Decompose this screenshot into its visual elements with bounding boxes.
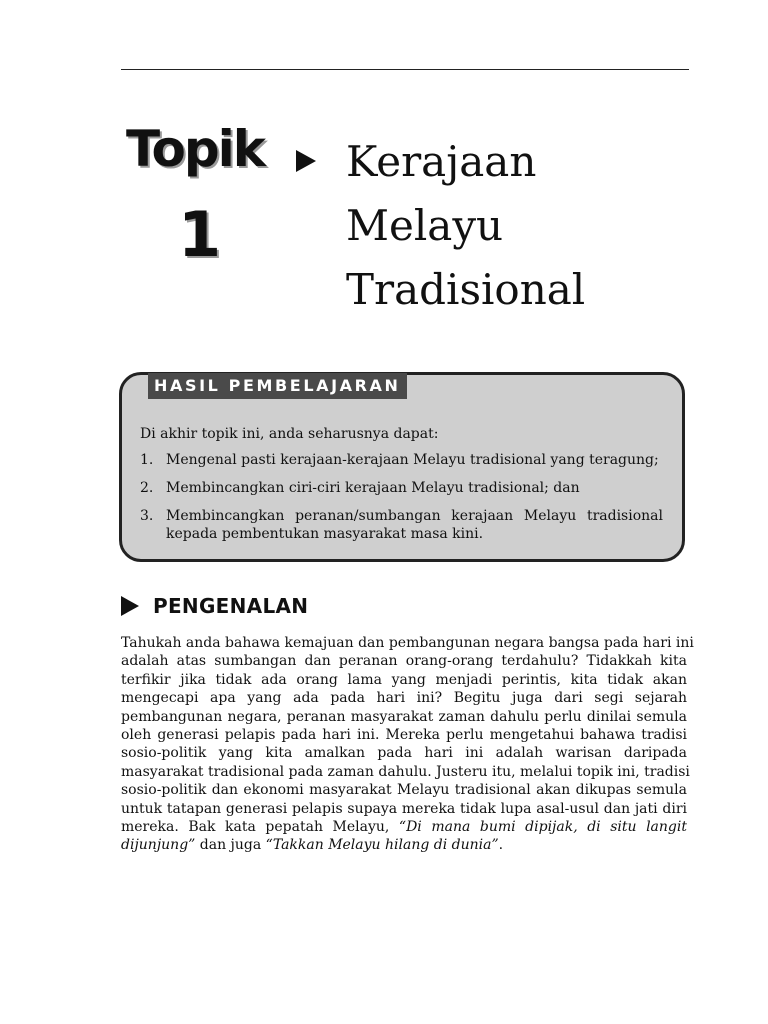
paragraph-text: mereka. Bak kata pepatah Melayu, xyxy=(121,818,399,835)
list-item-text: Mengenal pasti kerajaan-kerajaan Melayu tradisional yang teragung; xyxy=(166,452,659,468)
list-item-number: 1. xyxy=(140,452,154,468)
paragraph-line: sosio-politik dan ekonomi masyarakat Melayu tradisional akan dikupas semula xyxy=(121,782,687,799)
paragraph-line: pembangunan negara, peranan masyarakat zaman dahulu perlu dinilai semula xyxy=(121,708,687,725)
quote-text: “Di mana bumi dipijak, di situ langit xyxy=(398,818,687,835)
paragraph-line: oleh generasi pelapis pada hari ini. Mereka perlu mengetahui bahawa tradisi xyxy=(121,726,687,743)
list-item-text-line: kepada pembentukan masyarakat masa kini. xyxy=(166,526,484,542)
list-item xyxy=(140,507,663,543)
intro-paragraph xyxy=(121,634,694,855)
title-arrow-icon xyxy=(296,150,316,172)
learning-outcomes-list xyxy=(140,451,663,553)
list-item xyxy=(140,479,663,497)
paragraph-line xyxy=(121,818,687,836)
quote-text: “Takkan Melayu hilang di dunia” xyxy=(265,837,499,854)
paragraph-line xyxy=(121,836,687,854)
topic-title xyxy=(346,130,585,322)
paragraph-line: masyarakat tradisional pada zaman dahulu. Justeru itu, melalui topik ini, tradisi xyxy=(121,763,690,780)
paragraph-text: . xyxy=(498,837,504,854)
learning-outcomes-intro: Di akhir topik ini, anda seharusnya dapat: xyxy=(140,426,439,442)
topic-title-line: Kerajaan xyxy=(346,137,537,186)
paragraph-line: Tahukah anda bahawa kemajuan dan pembangunan negara bangsa pada hari ini xyxy=(121,635,694,651)
top-rule xyxy=(121,69,689,70)
paragraph-line: sosio-politik yang kita amalkan pada hari ini adalah warisan daripada xyxy=(121,745,687,762)
paragraph-text: dan juga xyxy=(195,837,266,854)
paragraph-line: untuk tatapan generasi pelapis supaya mereka tidak lupa asal-usul dan jati diri xyxy=(121,800,687,817)
paragraph-line: mengecapi apa yang ada pada hari ini? Begitu juga dari segi sejarah xyxy=(121,690,687,707)
quote-text: dijunjung” xyxy=(121,837,196,854)
learning-outcomes-header: HASIL PEMBELAJARAN xyxy=(148,373,407,399)
list-item-text: Membincangkan ciri-ciri kerajaan Melayu tradisional; dan xyxy=(166,480,580,496)
section-arrow-icon xyxy=(121,596,139,616)
topic-title-line: Melayu xyxy=(346,201,504,250)
section-heading xyxy=(121,594,308,618)
paragraph-line: adalah atas sumbangan dan peranan orang-orang terdahulu? Tidakkah kita xyxy=(121,653,687,670)
list-item-text xyxy=(166,507,663,525)
list-item-number: 2. xyxy=(140,480,154,496)
topic-title-line: Tradisional xyxy=(346,265,586,314)
section-title: PENGENALAN xyxy=(153,594,309,618)
topic-label: Topik xyxy=(126,120,264,178)
list-item xyxy=(140,451,663,469)
list-item-number: 3. xyxy=(140,508,154,524)
topic-number: 1 xyxy=(178,198,222,271)
list-item-text xyxy=(166,525,663,543)
paragraph-line: terfikir jika tidak ada orang lama yang menjadi perintis, kita tidak akan xyxy=(121,671,687,688)
list-item-text-line: Membincangkan peranan/sumbangan kerajaan Melayu tradisional xyxy=(166,508,663,524)
